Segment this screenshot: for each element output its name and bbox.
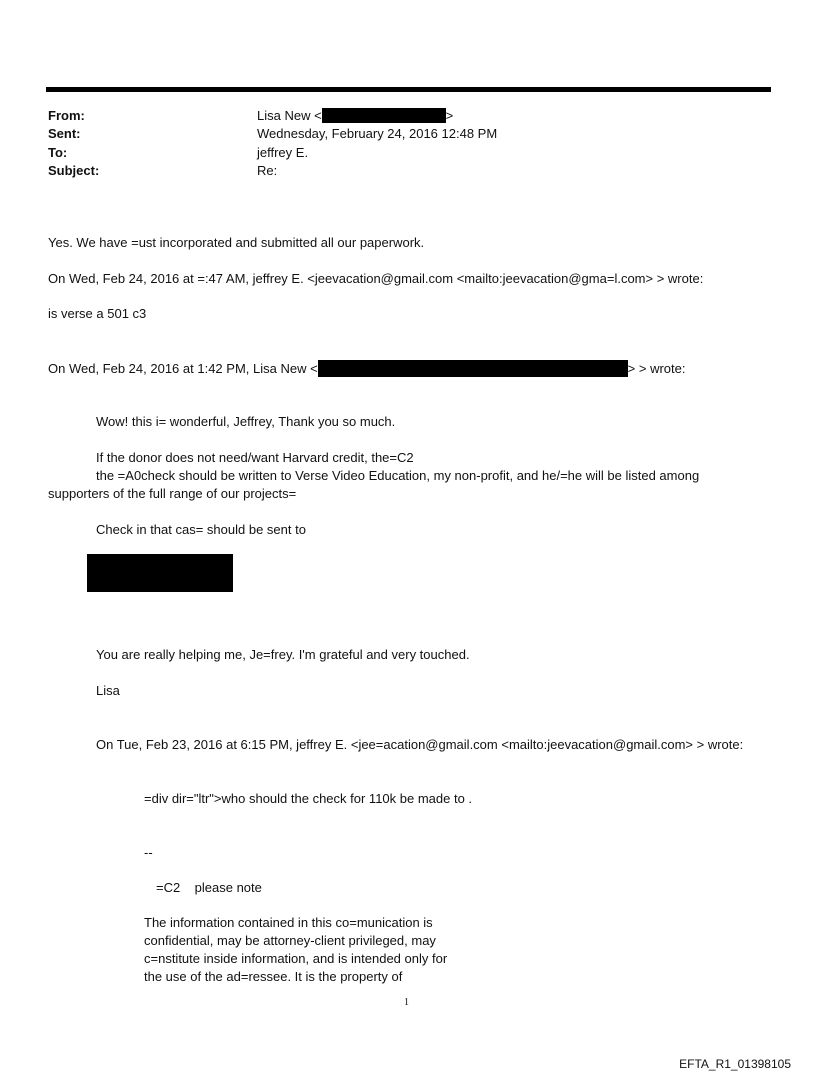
body-line: On Tue, Feb 23, 2016 at 6:15 PM, jeffrey E. <jee=acation@gmail.com <mailto:jeevacation@gmail.com> > wrote: (96, 737, 744, 752)
quoted-header-suffix: > > wrote: (627, 361, 686, 376)
body-line: is verse a 501 c3 (48, 306, 147, 321)
redaction-box (322, 108, 446, 123)
body-line: supporters of the full range of our projects= (48, 486, 297, 501)
redaction-box (318, 360, 628, 377)
from-label: From: (48, 108, 85, 123)
body-line: If the donor does not need/want Harvard credit, the=C2 (96, 450, 414, 465)
quoted-header-prefix: On Wed, Feb 24, 2016 at 1:42 PM, Lisa New < (48, 361, 318, 376)
body-line: confidential, may be attorney-client privileged, may (144, 933, 436, 948)
body-line: =div dir="ltr">who should the check for 110k be made to . (144, 791, 473, 806)
body-line: Check in that cas= should be sent to (96, 522, 306, 537)
sent-label: Sent: (48, 126, 81, 141)
from-close: > (445, 108, 454, 123)
to-value: jeffrey E. (257, 145, 309, 160)
body-line: -- (144, 845, 153, 860)
body-line: Lisa (96, 683, 120, 698)
top-rule (46, 87, 771, 92)
body-line: c=nstitute inside information, and is intended only for (144, 951, 448, 966)
body-line: Wow! this i= wonderful, Jeffrey, Thank you so much. (96, 414, 396, 429)
subject-value: Re: (257, 163, 278, 178)
from-value (257, 108, 453, 123)
from-name: Lisa New < (257, 108, 322, 123)
quoted-header-line (48, 360, 685, 377)
body-line: the =A0check should be written to Verse Video Education, my non-profit, and he/=he will be listed among (96, 468, 700, 483)
document-id: EFTA_R1_01398105 (679, 1057, 791, 1071)
sent-value: Wednesday, February 24, 2016 12:48 PM (257, 126, 498, 141)
body-line: the use of the ad=ressee. It is the property of (144, 969, 403, 984)
body-line: Yes. We have =ust incorporated and submitted all our paperwork. (48, 235, 425, 250)
body-line: =C2 please note (156, 880, 262, 895)
body-line: The information contained in this co=munication is (144, 915, 433, 930)
subject-label: Subject: (48, 163, 100, 178)
body-line: You are really helping me, Je=frey. I'm grateful and very touched. (96, 647, 470, 662)
page-number: 1 (404, 997, 409, 1008)
to-label: To: (48, 145, 68, 160)
redaction-box (87, 554, 233, 592)
body-line: On Wed, Feb 24, 2016 at =:47 AM, jeffrey E. <jeevacation@gmail.com <mailto:jeevacation@gma=l.com> > wrote: (48, 271, 704, 286)
